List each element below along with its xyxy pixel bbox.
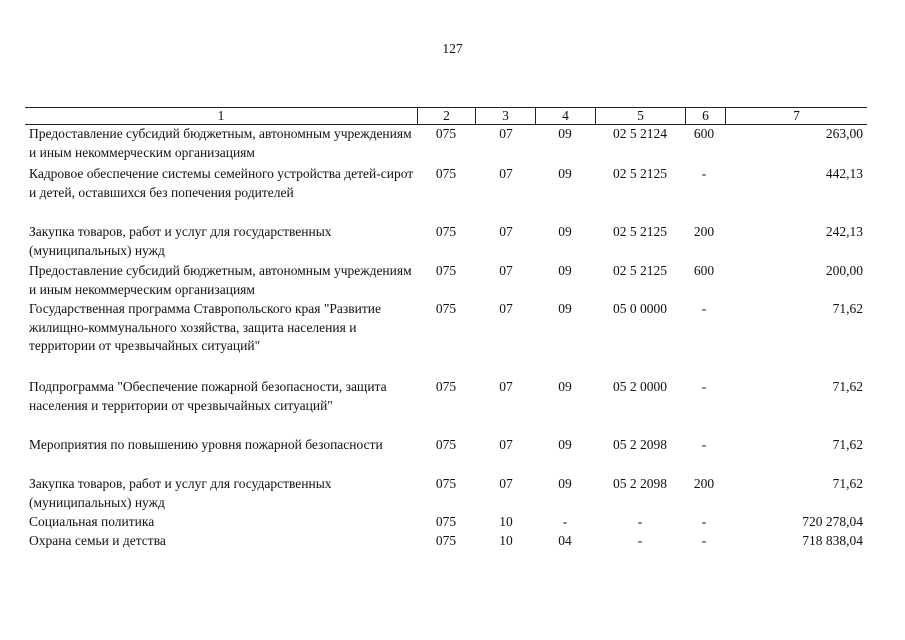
row-col-5: - bbox=[637, 533, 643, 548]
row-col-5: 05 2 2098 bbox=[613, 476, 667, 491]
row-col-6: 200 bbox=[693, 224, 715, 239]
row-col-7: 71,62 bbox=[832, 476, 863, 491]
row-col-6: - bbox=[701, 533, 707, 548]
row-name: Предоставление субсидий бюджетным, автономным учреждениям и иным некоммерческим организациям bbox=[29, 126, 412, 160]
row-col-7: 720 278,04 bbox=[802, 514, 863, 529]
row-col-5: 02 5 2124 bbox=[613, 126, 667, 141]
page-number: 127 bbox=[442, 41, 463, 56]
row-name: Кадровое обеспечение системы семейного устройства детей-сирот и детей, оставшихся без попечения родителей bbox=[29, 166, 414, 200]
row-col-3: 07 bbox=[499, 301, 513, 316]
row-col-2: 075 bbox=[435, 263, 457, 278]
row-col-3: 07 bbox=[499, 263, 513, 278]
row-col-4: - bbox=[562, 514, 568, 529]
row-name: Мероприятия по повышению уровня пожарной безопасности bbox=[29, 437, 383, 452]
row-name: Предоставление субсидий бюджетным, автономным учреждениям и иным некоммерческим организациям bbox=[29, 263, 412, 297]
table-header bbox=[25, 107, 867, 125]
row-col-4: 09 bbox=[558, 126, 572, 141]
row-col-3: 07 bbox=[499, 476, 513, 491]
row-col-3: 07 bbox=[499, 437, 513, 452]
row-col-6: 600 bbox=[693, 126, 715, 141]
row-col-3: 07 bbox=[499, 126, 513, 141]
row-col-7: 71,62 bbox=[832, 379, 863, 394]
header-col-2: 2 bbox=[417, 108, 475, 124]
row-col-5: 05 2 2098 bbox=[613, 437, 667, 452]
row-col-5: 05 2 0000 bbox=[613, 379, 667, 394]
row-name: Закупка товаров, работ и услуг для государственных (муниципальных) нужд bbox=[29, 224, 332, 258]
row-name: Подпрограмма "Обеспечение пожарной безопасности, защита населения и территории от чрезвычайных ситуаций" bbox=[29, 379, 387, 413]
row-col-6: - bbox=[701, 301, 707, 316]
row-col-3: 10 bbox=[499, 533, 513, 548]
row-col-4: 09 bbox=[558, 166, 572, 181]
row-col-5: 02 5 2125 bbox=[613, 263, 667, 278]
row-col-3: 07 bbox=[499, 166, 513, 181]
row-col-6: - bbox=[701, 379, 707, 394]
row-col-2: 075 bbox=[435, 514, 457, 529]
row-col-7: 200,00 bbox=[825, 263, 863, 278]
row-name: Социальная политика bbox=[29, 514, 155, 529]
row-col-6: 200 bbox=[693, 476, 715, 491]
row-col-3: 07 bbox=[499, 379, 513, 394]
row-col-7: 263,00 bbox=[825, 126, 863, 141]
row-col-4: 09 bbox=[558, 379, 572, 394]
header-col-1: 1 bbox=[217, 108, 225, 123]
row-col-2: 075 bbox=[435, 301, 457, 316]
row-col-5: 02 5 2125 bbox=[613, 224, 667, 239]
row-col-6: - bbox=[701, 437, 707, 452]
row-col-6: - bbox=[701, 166, 707, 181]
header-col-4: 4 bbox=[535, 108, 595, 124]
row-col-6: 600 bbox=[693, 263, 715, 278]
row-col-7: 442,13 bbox=[825, 166, 863, 181]
row-col-2: 075 bbox=[435, 126, 457, 141]
row-col-7: 71,62 bbox=[832, 301, 863, 316]
row-col-2: 075 bbox=[435, 224, 457, 239]
row-col-3: 10 bbox=[499, 514, 513, 529]
row-col-2: 075 bbox=[435, 476, 457, 491]
row-name: Охрана семьи и детства bbox=[29, 533, 166, 548]
header-col-5: 5 bbox=[595, 108, 685, 124]
header-col-7: 7 bbox=[725, 108, 867, 124]
header-col-6: 6 bbox=[685, 108, 725, 124]
row-col-5: 02 5 2125 bbox=[613, 166, 667, 181]
row-col-4: 04 bbox=[558, 533, 572, 548]
row-col-4: 09 bbox=[558, 224, 572, 239]
row-col-3: 07 bbox=[499, 224, 513, 239]
row-col-4: 09 bbox=[558, 301, 572, 316]
row-col-2: 075 bbox=[435, 533, 457, 548]
row-col-6: - bbox=[701, 514, 707, 529]
row-col-7: 242,13 bbox=[825, 224, 863, 239]
row-col-2: 075 bbox=[435, 379, 457, 394]
row-name: Закупка товаров, работ и услуг для государственных (муниципальных) нужд bbox=[29, 476, 332, 510]
row-col-7: 718 838,04 bbox=[802, 533, 863, 548]
row-col-4: 09 bbox=[558, 263, 572, 278]
row-col-2: 075 bbox=[435, 166, 457, 181]
row-col-5: - bbox=[637, 514, 643, 529]
row-col-5: 05 0 0000 bbox=[613, 301, 667, 316]
row-col-4: 09 bbox=[558, 476, 572, 491]
row-col-7: 71,62 bbox=[832, 437, 863, 452]
row-col-4: 09 bbox=[558, 437, 572, 452]
header-col-3: 3 bbox=[475, 108, 535, 124]
row-name: Государственная программа Ставропольского края "Развитие жилищно-коммунального хозяйства, защита населения и территории от чрезвычайных ситуаций" bbox=[29, 301, 381, 353]
row-col-2: 075 bbox=[435, 437, 457, 452]
